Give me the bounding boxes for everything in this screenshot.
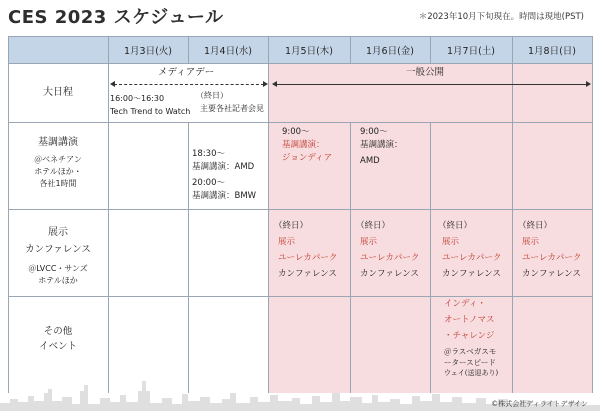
- general-open-label: 一般公開: [406, 67, 445, 78]
- general-open-arrow: [276, 84, 586, 85]
- exhibit-d5-conf: カンファレンス: [442, 269, 501, 279]
- header-date-3: 1月5日(木): [268, 36, 350, 63]
- exhibit-d4-label: 展示: [360, 237, 378, 247]
- grid-line: [430, 122, 431, 393]
- exhibit-d4-park: ユーレカパーク: [360, 253, 420, 263]
- keynote-d3-label: 基調講演：: [282, 140, 325, 150]
- other-d5-line3: ・チャレンジ: [444, 331, 495, 341]
- keynote-d2-line1: 18:30〜: [192, 149, 225, 159]
- keynote-d3-company: ジョンディア: [282, 153, 333, 163]
- exhibit-d3-park: ユーレカパーク: [278, 253, 338, 263]
- exhibit-venue-1: ＠LVCC・サンズ: [28, 264, 88, 273]
- header-date-2: 1月4日(水): [188, 36, 268, 63]
- exhibit-d5-park: ユーレカパーク: [442, 253, 502, 263]
- grid-line: [430, 36, 431, 63]
- other-d5-venue1: ＠ラスベガスモ: [444, 347, 497, 356]
- row-label-other: その他: [43, 326, 73, 337]
- exhibit-d3-label: 展示: [278, 237, 296, 247]
- exhibit-d6-conf: カンファレンス: [522, 269, 581, 279]
- exhibit-d6-park: ユーレカパーク: [522, 253, 582, 263]
- other-d5-venue3: ウェイ(送迎あり): [444, 369, 499, 377]
- exhibit-d6-allday: （終日）: [518, 221, 553, 231]
- header-corner: [8, 36, 108, 63]
- day1-time: 16:00〜16:30: [110, 94, 165, 103]
- day2-allday: （終日）: [196, 91, 228, 100]
- other-d5-line2: オートノマス: [444, 315, 495, 325]
- media-day-arrow: [114, 84, 264, 85]
- exhibit-d5-label: 展示: [442, 237, 460, 247]
- other-d5-line1: インディ・: [444, 299, 486, 309]
- keynote-venue-1: ＠ベネチアン: [34, 155, 82, 164]
- grid-line: [512, 36, 513, 393]
- copyright-text: ©株式会社ディライトデザイン: [491, 400, 588, 408]
- grid-line: [108, 36, 109, 393]
- grid-line: [8, 209, 592, 210]
- header-date-1: 1月3日(火): [108, 36, 188, 63]
- grid-line: [350, 122, 351, 393]
- day1-event: Tech Trend to Watch: [110, 107, 191, 116]
- arrow-right-icon: [586, 81, 591, 87]
- row-label-events: イベント: [38, 341, 77, 352]
- media-day-label: メディアデー: [158, 67, 215, 78]
- keynote-d4-company: AMD: [360, 156, 380, 166]
- keynote-d2-line4: 基調講演：BMW: [192, 191, 257, 201]
- row-label-exhibit: 展示: [48, 227, 68, 238]
- exhibit-d4-allday: （終日）: [356, 221, 391, 231]
- grid-line: [8, 63, 592, 64]
- timezone-note: ＊2023年10月下旬現在。時間は現地(PST): [418, 12, 584, 22]
- grid-line: [8, 296, 592, 297]
- grid-line: [350, 36, 351, 63]
- grid-line: [592, 36, 593, 393]
- keynote-d2-line3: 20:00〜: [192, 178, 225, 188]
- exhibit-d3-conf: カンファレンス: [278, 269, 337, 279]
- grid-line: [188, 36, 189, 63]
- page-title: CES 2023 スケジュール: [8, 7, 224, 28]
- row-label-keynote: 基調講演: [38, 137, 78, 148]
- day2-event: 主要各社記者会見: [200, 104, 264, 113]
- keynote-venue-2: ホテルほか・: [34, 167, 82, 176]
- grid-line: [8, 122, 592, 123]
- arrow-left-icon: [110, 81, 115, 87]
- grid-line: [8, 36, 592, 37]
- keynote-d4-time: 9:00〜: [360, 127, 388, 137]
- exhibit-d5-allday: （終日）: [438, 221, 473, 231]
- other-d5-venue2: ータースピード: [444, 358, 496, 367]
- row-label-conference: カンファレンス: [25, 244, 91, 255]
- exhibit-venue-2: ホテルほか: [38, 276, 78, 285]
- exhibit-d6-label: 展示: [522, 237, 540, 247]
- grid-line: [188, 122, 189, 393]
- row-label-overview: 大日程: [43, 87, 73, 98]
- keynote-d3-time: 9:00〜: [282, 127, 310, 137]
- keynote-d4-label: 基調講演：: [360, 140, 403, 150]
- keynote-venue-3: 各社1時間: [39, 179, 77, 188]
- header-date-5: 1月7日(土): [430, 36, 512, 63]
- grid-line: [268, 36, 269, 393]
- header-date-4: 1月6日(金): [350, 36, 430, 63]
- exhibit-d3-allday: （終日）: [274, 221, 309, 231]
- keynote-d2-line2: 基調講演：AMD: [192, 162, 255, 172]
- arrow-right-icon: [263, 81, 268, 87]
- header-date-6: 1月8日(日): [512, 36, 592, 63]
- exhibit-d4-conf: カンファレンス: [360, 269, 419, 279]
- arrow-left-icon: [272, 81, 277, 87]
